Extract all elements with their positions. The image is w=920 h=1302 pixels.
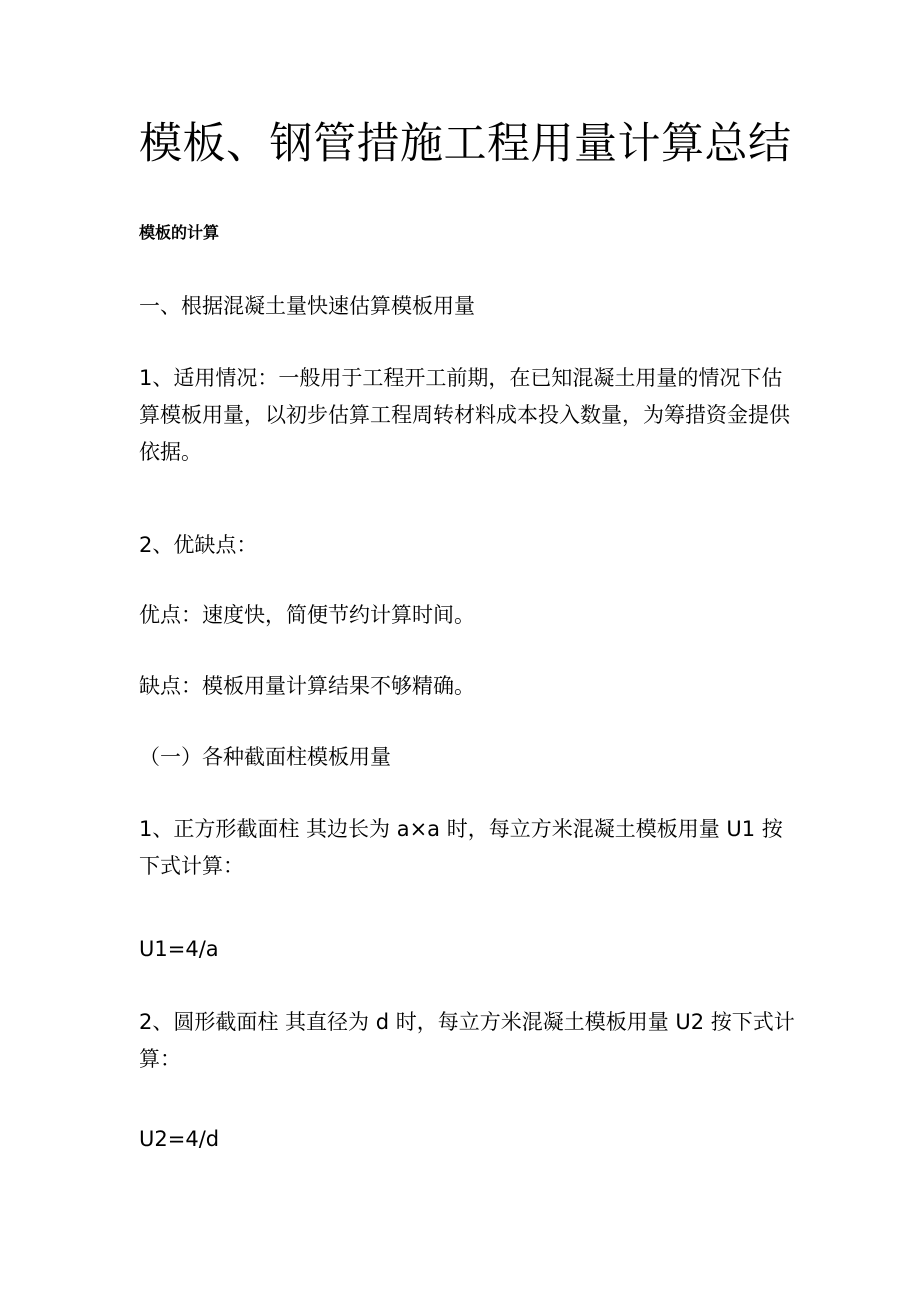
paragraph-square-column: 1、正方形截面柱 其边长为 a×a 时，每立方米混凝土模板用量 U1 按下式计算：: [139, 817, 783, 878]
paragraph-applicability: 1、适用情况：一般用于工程开工前期，在已知混凝土用量的情况下估算模板用量，以初步估算工程周转材料成本投入数量，为筹措资金提供依据。: [139, 366, 790, 464]
formula-u1: U1=4/a: [139, 937, 219, 961]
paragraph-pros-cons-heading: 2、优缺点：: [139, 533, 258, 557]
paragraph-cons: 缺点：模板用量计算结果不够精确。: [139, 674, 475, 698]
paragraph-pros: 优点：速度快，简便节约计算时间。: [139, 603, 475, 627]
paragraph-column-formwork-heading: （一）各种截面柱模板用量: [139, 745, 391, 769]
paragraph-round-column: 2、圆形截面柱 其直径为 d 时，每立方米混凝土模板用量 U2 按下式计算：: [139, 1010, 795, 1071]
section-heading: 模板的计算: [139, 223, 220, 242]
document-title: 模板、钢管措施工程用量计算总结: [139, 119, 792, 169]
formula-u2: U2=4/d: [139, 1127, 220, 1151]
paragraph-section-1: 一、根据混凝土量快速估算模板用量: [139, 294, 475, 318]
